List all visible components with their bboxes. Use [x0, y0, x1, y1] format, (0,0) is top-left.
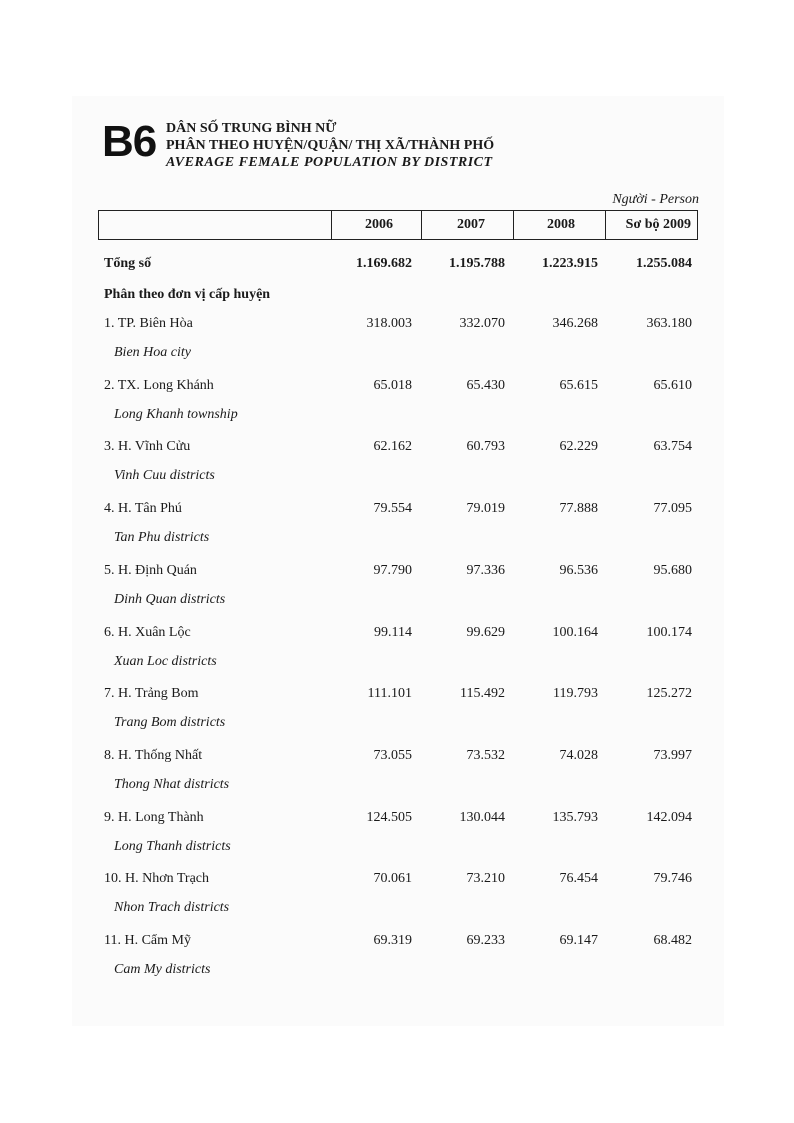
- district-value-3: 65.610: [653, 378, 692, 393]
- column-header-2008: 2008: [547, 217, 575, 232]
- district-value-2: 96.536: [559, 563, 598, 578]
- total-value-2: 1.223.915: [542, 256, 598, 271]
- district-label: 2. TX. Long Khánh: [104, 378, 214, 393]
- section-label: Phân theo đơn vị cấp huyện: [104, 287, 271, 302]
- district-value-1: 99.629: [466, 625, 505, 640]
- district-label: 6. H. Xuân Lộc: [104, 625, 191, 640]
- district-label: 9. H. Long Thành: [104, 810, 204, 825]
- total-value-3: 1.255.084: [636, 256, 692, 271]
- total-label: Tổng số: [104, 256, 152, 271]
- district-value-3: 68.482: [653, 933, 692, 948]
- district-label: 5. H. Định Quán: [104, 563, 197, 578]
- district-label: 11. H. Cẩm Mỹ: [104, 933, 191, 948]
- district-value-2: 100.164: [552, 625, 598, 640]
- district-value-2: 119.793: [553, 686, 598, 701]
- district-value-2: 76.454: [559, 871, 598, 886]
- district-value-2: 62.229: [559, 439, 598, 454]
- district-value-2: 77.888: [559, 501, 598, 516]
- district-english-name: Cam My districts: [114, 962, 211, 977]
- column-header-2007: 2007: [457, 217, 485, 232]
- district-value-3: 142.094: [646, 810, 692, 825]
- district-value-0: 79.554: [373, 501, 412, 516]
- district-english-name: Xuan Loc districts: [114, 654, 217, 669]
- district-value-2: 135.793: [552, 810, 598, 825]
- district-value-1: 60.793: [466, 439, 505, 454]
- column-header-row: [98, 210, 698, 240]
- district-value-0: 124.505: [366, 810, 412, 825]
- district-value-3: 100.174: [646, 625, 692, 640]
- district-value-3: 63.754: [653, 439, 692, 454]
- district-value-0: 73.055: [373, 748, 412, 763]
- district-value-1: 130.044: [459, 810, 505, 825]
- district-english-name: Long Khanh township: [114, 407, 238, 422]
- district-english-name: Tan Phu districts: [114, 530, 210, 545]
- district-label: 1. TP. Biên Hòa: [104, 316, 193, 331]
- district-value-0: 62.162: [373, 439, 412, 454]
- district-value-3: 77.095: [653, 501, 692, 516]
- district-value-1: 79.019: [466, 501, 505, 516]
- district-value-3: 125.272: [646, 686, 692, 701]
- unit-label: Người - Person: [612, 192, 699, 207]
- district-value-2: 74.028: [559, 748, 598, 763]
- district-label: 7. H. Trảng Bom: [104, 686, 199, 701]
- district-value-0: 70.061: [373, 871, 412, 886]
- district-label: 3. H. Vĩnh Cửu: [104, 439, 191, 454]
- district-value-0: 65.018: [373, 378, 412, 393]
- total-value-1: 1.195.788: [449, 256, 505, 271]
- district-value-0: 97.790: [373, 563, 412, 578]
- district-english-name: Dinh Quan districts: [114, 592, 226, 607]
- district-value-2: 65.615: [559, 378, 598, 393]
- column-header-2009-prelim: Sơ bộ 2009: [625, 217, 691, 232]
- district-value-1: 97.336: [466, 563, 505, 578]
- table-code: B6: [102, 117, 157, 166]
- district-label: 4. H. Tân Phú: [104, 501, 182, 516]
- district-label: 8. H. Thống Nhất: [104, 748, 203, 763]
- district-label: 10. H. Nhơn Trạch: [104, 871, 210, 886]
- district-value-0: 99.114: [374, 625, 412, 640]
- district-value-1: 73.532: [466, 748, 505, 763]
- district-value-3: 95.680: [653, 563, 692, 578]
- district-value-1: 73.210: [466, 871, 505, 886]
- district-english-name: Nhon Trach districts: [114, 900, 230, 915]
- district-value-1: 115.492: [460, 686, 505, 701]
- column-header-2006: 2006: [365, 217, 393, 232]
- title-vi-line1: DÂN SỐ TRUNG BÌNH NỮ: [166, 121, 337, 136]
- district-value-1: 65.430: [466, 378, 505, 393]
- district-english-name: Long Thanh districts: [114, 839, 231, 854]
- district-value-3: 363.180: [646, 316, 692, 331]
- district-value-0: 69.319: [373, 933, 412, 948]
- district-value-1: 332.070: [459, 316, 505, 331]
- total-value-0: 1.169.682: [356, 256, 412, 271]
- district-value-3: 73.997: [653, 748, 692, 763]
- district-value-2: 69.147: [559, 933, 598, 948]
- district-value-3: 79.746: [653, 871, 692, 886]
- district-value-1: 69.233: [466, 933, 505, 948]
- title-block: [166, 120, 626, 171]
- district-english-name: Vinh Cuu districts: [114, 468, 215, 483]
- title-vi-line2: PHÂN THEO HUYỆN/QUẬN/ THỊ XÃ/THÀNH PHỐ: [166, 138, 495, 153]
- title-en: AVERAGE FEMALE POPULATION BY DISTRICT: [166, 155, 493, 170]
- district-value-2: 346.268: [552, 316, 598, 331]
- district-english-name: Bien Hoa city: [114, 345, 191, 360]
- district-english-name: Trang Bom districts: [114, 715, 226, 730]
- district-value-0: 318.003: [366, 316, 412, 331]
- district-english-name: Thong Nhat districts: [114, 777, 230, 792]
- district-value-0: 111.101: [367, 686, 412, 701]
